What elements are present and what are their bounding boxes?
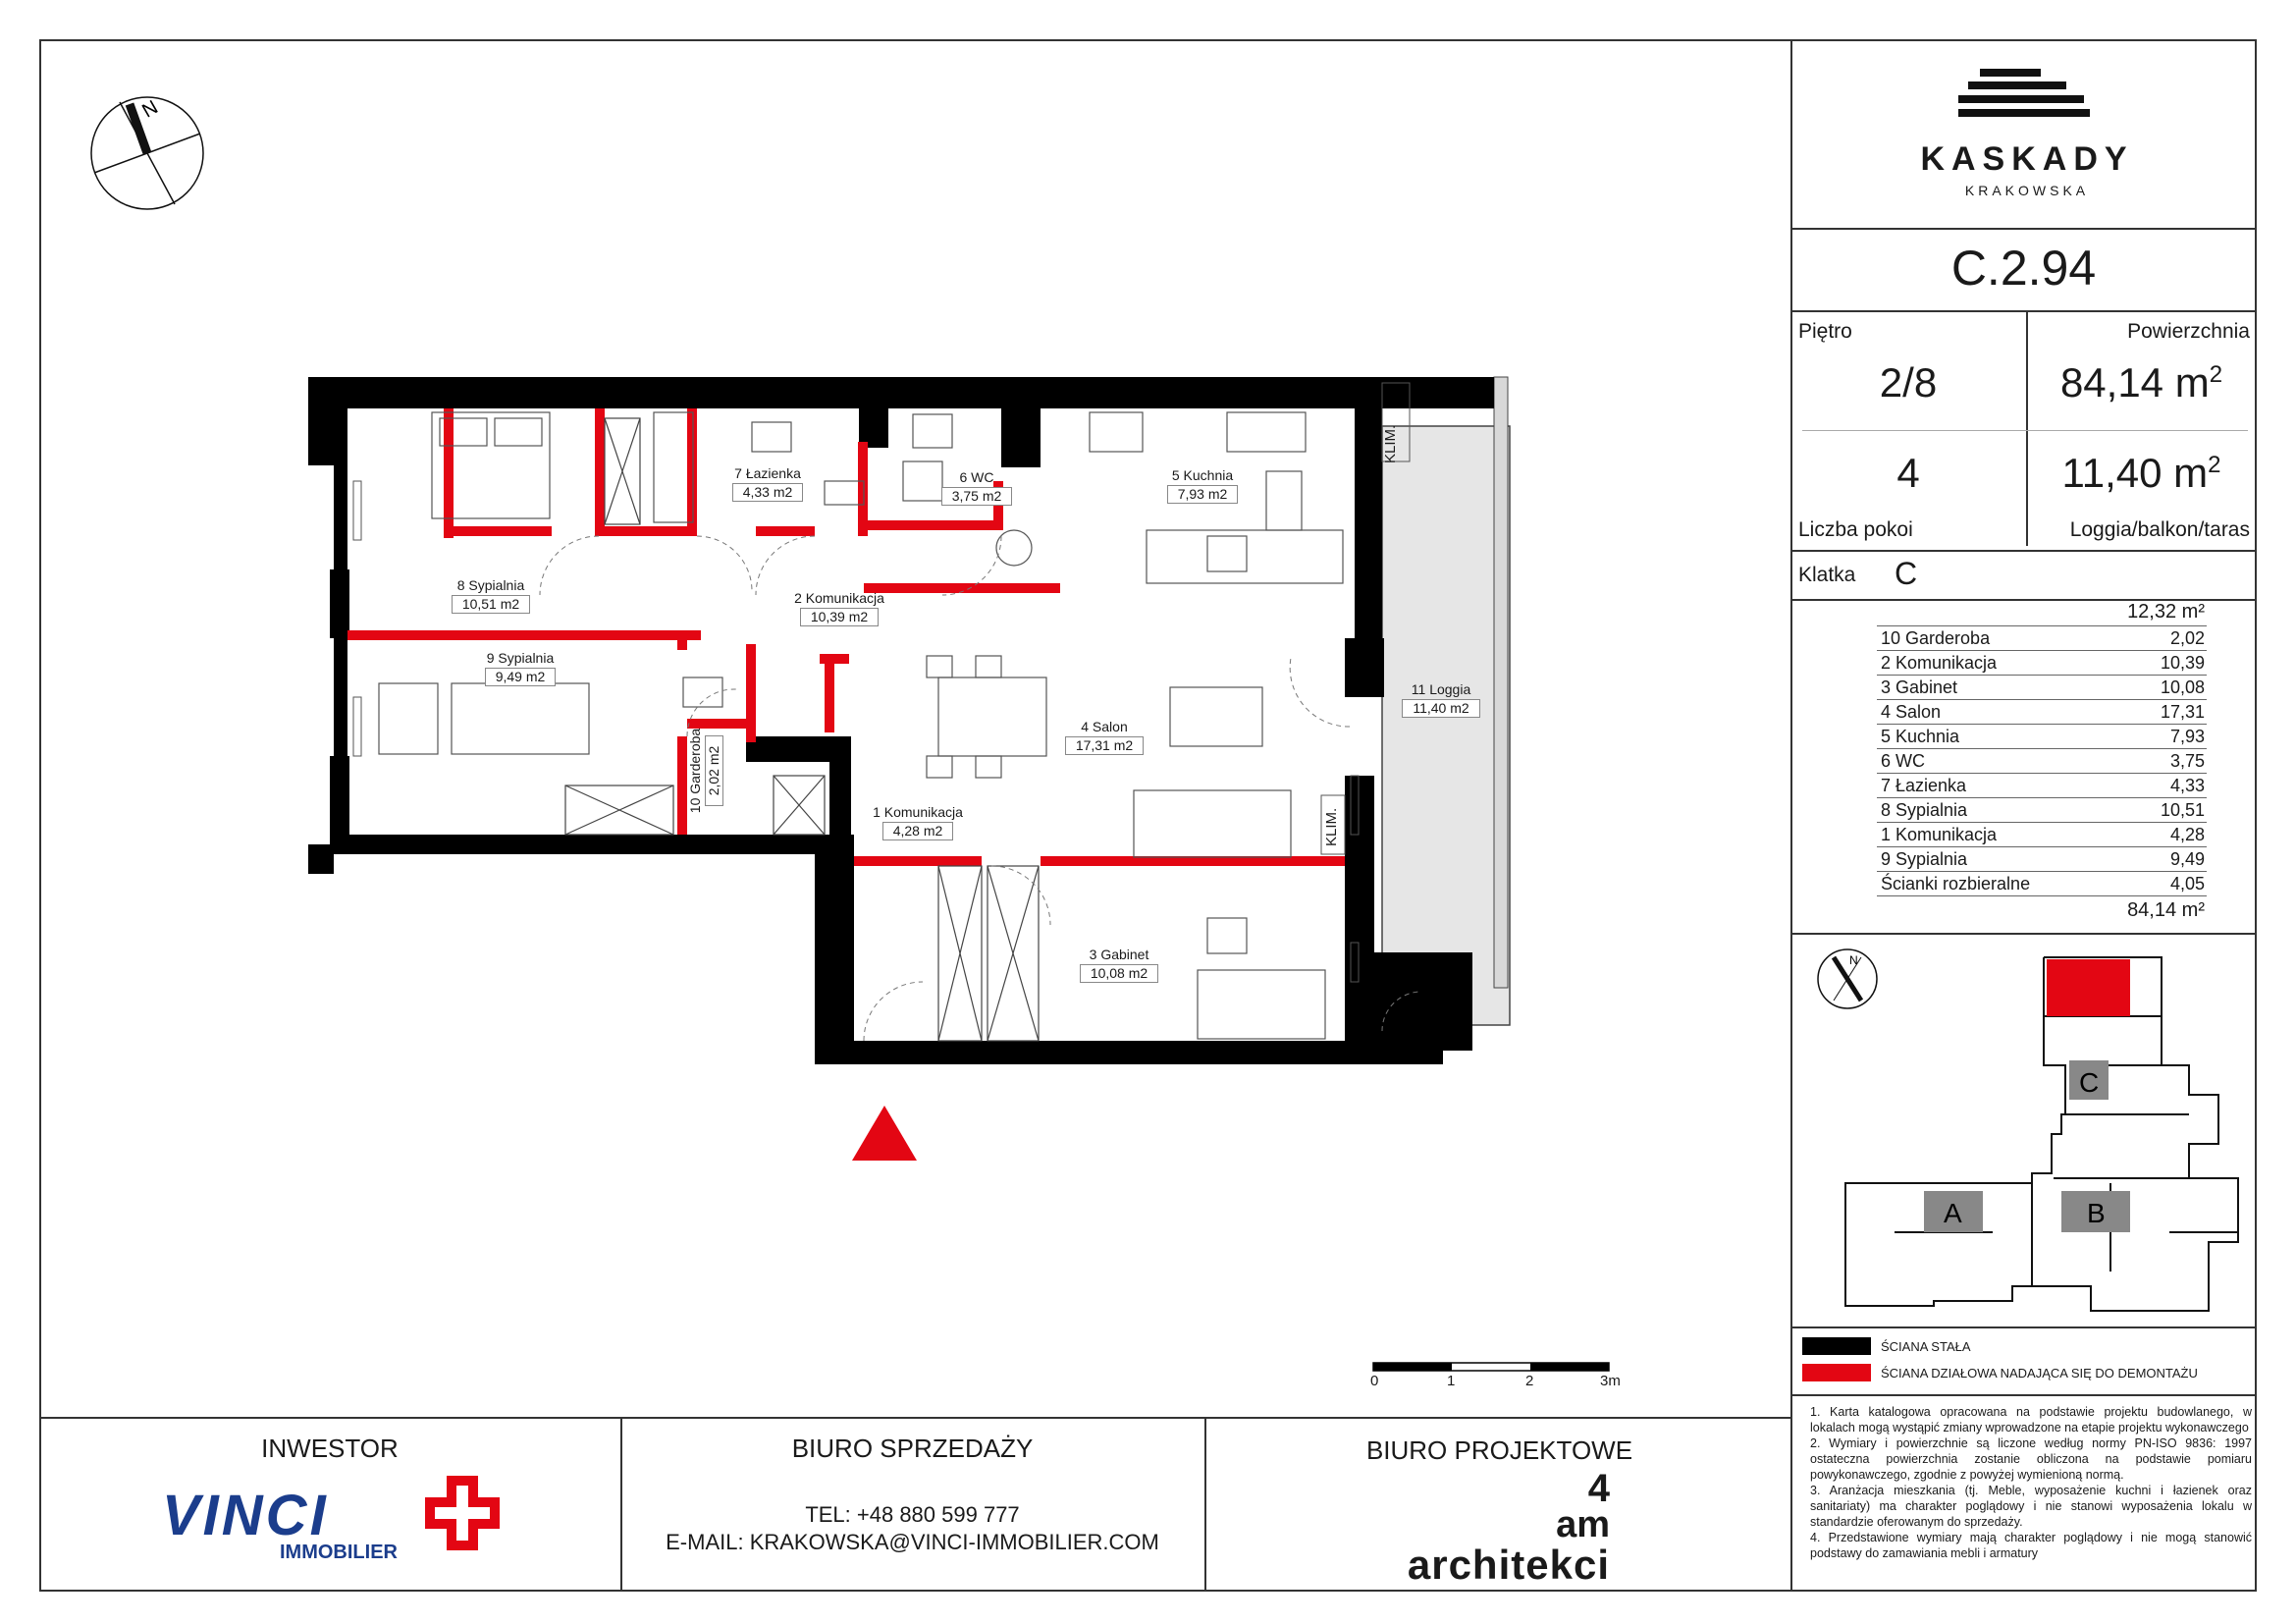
legend-removable-swatch	[1802, 1364, 1871, 1381]
table-cell-name: 6 WC	[1881, 751, 1925, 771]
footer-line	[1204, 1417, 1206, 1592]
stair-label: Klatka	[1798, 564, 1856, 586]
room-3-gabinet	[1060, 947, 1178, 983]
room-1-komunikacja	[854, 804, 982, 840]
table-row	[1877, 847, 2207, 872]
table-cell-value: 9,49	[2169, 849, 2205, 869]
room-name: 4 Salon	[1081, 719, 1128, 734]
table-cell-value: 4,28	[2169, 825, 2205, 844]
design-logo-4: 4	[1587, 1467, 1610, 1510]
table-cell-name: 1 Komunikacja	[1881, 825, 1998, 844]
room-7-lazienka	[709, 465, 827, 502]
table-cell-name: 5 Kuchnia	[1881, 727, 1960, 746]
panel-line	[1790, 550, 2257, 552]
room-name: 7 Łazienka	[734, 465, 801, 481]
room-area: 17,31 m2	[1065, 736, 1144, 755]
vinci-cross-icon	[422, 1471, 501, 1559]
table-cell-name: 7 Łazienka	[1881, 776, 1967, 795]
room-name: 6 WC	[959, 469, 994, 485]
design-label: BIURO PROJEKTOWE	[1365, 1435, 1633, 1465]
room-10-garderoba	[687, 717, 723, 825]
room-name: 8 Sypialnia	[456, 577, 525, 593]
sales-tel: TEL: +48 880 599 777	[805, 1502, 1020, 1527]
notes	[1810, 1404, 2252, 1561]
table-cell-name: 10 Garderoba	[1881, 628, 1991, 648]
table-row	[1877, 749, 2207, 774]
note-1: 1. Karta katalogowa opracowana na podstawie projektu budowlanego, w lokalach mogą wystąpić zmiany wprowadzone na etapie projektu wykonawczego	[1810, 1405, 2252, 1435]
sales-email: E-MAIL: KRAKOWSKA@VINCI-IMMOBILIER.COM	[666, 1530, 1159, 1554]
sales-label: BIURO SPRZEDAŻY	[791, 1434, 1034, 1463]
loggia-floor	[1382, 426, 1510, 1025]
area-value	[2026, 359, 2257, 406]
table-row	[1877, 651, 2207, 676]
floor-value: 2/8	[1879, 359, 1938, 406]
room-4-salon	[1050, 719, 1158, 755]
klim-label-2: KLIM.	[1323, 807, 1340, 846]
room-area: 10,51 m2	[452, 595, 530, 614]
panel-line	[1790, 1394, 2257, 1396]
table-cell-name: 3 Gabinet	[1881, 677, 1958, 697]
table-cell-value: 7,93	[2169, 727, 2205, 746]
room-name: 1 Komunikacja	[873, 804, 963, 820]
solid-walls	[308, 377, 1494, 1064]
legend-removable-label: ŚCIANA DZIAŁOWA NADAJĄCA SIĘ DO DEMONTAŻU	[1881, 1366, 2198, 1380]
table-cell-value: 10,51	[2160, 800, 2205, 820]
room-8-sypialnia	[422, 577, 560, 614]
scale-0: 0	[1370, 1373, 1379, 1389]
table-cell-value: 2,02	[2169, 628, 2205, 648]
brand-sub: KRAKOWSKA	[1964, 183, 2090, 198]
room-area: 7,93 m2	[1167, 485, 1239, 504]
room-area: 10,08 m2	[1080, 964, 1158, 983]
room-area: 3,75 m2	[941, 487, 1013, 506]
room-name: 5 Kuchnia	[1171, 467, 1234, 483]
table-cell-name: 4 Salon	[1881, 702, 1942, 722]
loggia-value-text: 11,40 m	[2061, 450, 2209, 496]
loggia-value	[2026, 450, 2257, 497]
table-footer-total: 84,14 m²	[2127, 899, 2205, 921]
panel-line	[1790, 933, 2257, 935]
table-cell-value: 10,08	[2160, 677, 2205, 697]
keyplan-north-label: N	[1849, 953, 1858, 967]
room-area: 9,49 m2	[485, 668, 557, 686]
scale-bar	[1369, 1359, 1625, 1375]
note-3: 3. Aranżacja mieszkania (tj. Meble, wyposażenie kuchni i łazienek oraz sanitariaty) ma charakter poglądowy i nie stanowi wyposażenia lokalu w standardzie oferowanym do sprzedaży.	[1810, 1484, 2252, 1529]
vinci-logo-sub: IMMOBILIER	[280, 1542, 398, 1563]
table-row	[1877, 626, 2207, 651]
table-row	[1877, 798, 2207, 823]
note-2: 2. Wymiary i powierzchnie są liczone według normy PN-ISO 9836: 1997 ostateczna powierzchnia zostanie obliczona na podstawie pomiaru powykonawczego, zgodnie z powyżej wymienioną normą.	[1810, 1436, 2252, 1482]
scale-2: 2	[1525, 1373, 1534, 1389]
table-cell-name: Ścianki rozbieralne	[1881, 874, 2031, 893]
stair-value: C	[1895, 556, 1918, 591]
panel-line	[1790, 228, 2257, 230]
panel-line	[2026, 310, 2028, 546]
keyplan-label-a: A	[1944, 1198, 1962, 1228]
loggia-label: Loggia/balkon/taras	[2069, 518, 2250, 541]
area-value-text: 84,14 m	[2059, 359, 2210, 406]
north-label: N	[138, 96, 162, 123]
key-plan	[1796, 938, 2258, 1321]
keyplan-label-c: C	[2079, 1067, 2100, 1098]
room-2-komunikacja	[775, 590, 903, 626]
vinci-logo-text: VINCI	[162, 1484, 329, 1547]
table-cell-name: 8 Sypialnia	[1881, 800, 1968, 820]
keyplan-compass-icon	[1818, 949, 1877, 1008]
table-cell-value: 4,33	[2169, 776, 2205, 795]
table-cell-value: 10,39	[2160, 653, 2205, 673]
room-area: 10,39 m2	[800, 608, 879, 626]
investor-label: INWESTOR	[261, 1434, 399, 1463]
room-area: 4,28 m2	[882, 822, 954, 840]
room-area: 11,40 m2	[1402, 699, 1479, 718]
area-sup: 2	[2209, 361, 2223, 388]
unit-code: C.2.94	[1950, 241, 2097, 296]
room-6-wc	[928, 469, 1026, 506]
panel-line	[1790, 1326, 2257, 1328]
scale-3: 3m	[1600, 1373, 1621, 1389]
room-name: 2 Komunikacja	[794, 590, 884, 606]
design-logo-architekci: architekci	[1407, 1542, 1610, 1588]
panel-line	[1790, 310, 2257, 312]
table-row	[1877, 774, 2207, 798]
kaskady-logo-icon	[1958, 69, 2096, 123]
scale-1: 1	[1447, 1373, 1456, 1389]
keyplan-label-b: B	[2087, 1198, 2106, 1228]
table-cell-value: 17,31	[2160, 702, 2205, 722]
table-cell-name: 2 Komunikacja	[1881, 653, 1998, 673]
north-compass-icon	[84, 90, 212, 218]
table-row	[1877, 872, 2207, 896]
room-11-loggia	[1392, 681, 1490, 718]
room-name: 10 Garderoba	[687, 728, 703, 814]
entrance-marker-icon	[850, 1104, 919, 1163]
table-row	[1877, 700, 2207, 725]
loggia-sup: 2	[2208, 452, 2221, 478]
footer-line	[39, 1417, 1792, 1419]
design-logo-am: am	[1556, 1504, 1610, 1545]
room-9-sypialnia	[461, 650, 579, 686]
room-name: 3 Gabinet	[1089, 947, 1149, 962]
table-cell-name: 9 Sypialnia	[1881, 849, 1968, 869]
table-header-total: 12,32 m²	[2127, 601, 2205, 623]
room-5-kuchnia	[1144, 467, 1261, 504]
table-row	[1877, 725, 2207, 749]
klim-label-1: KLIM.	[1382, 424, 1399, 463]
area-label: Powierzchnia	[2127, 320, 2250, 343]
room-name: 11 Loggia	[1411, 681, 1471, 697]
note-4: 4. Przedstawione wymiary mają charakter poglądowy i nie mogą stanowić podstawy do zamawiania mebli i armatury	[1810, 1531, 2252, 1560]
brand-name: KASKADY	[1920, 140, 2134, 178]
rooms-label: Liczba pokoi	[1798, 518, 1913, 541]
rooms-value: 4	[1896, 450, 1920, 496]
table-row	[1877, 676, 2207, 700]
room-area: 2,02 m2	[705, 735, 723, 807]
floor-label: Piętro	[1798, 320, 1852, 343]
table-row	[1877, 823, 2207, 847]
legend-solid-swatch	[1802, 1337, 1871, 1355]
room-area: 4,33 m2	[732, 483, 804, 502]
table-cell-value: 4,05	[2169, 874, 2205, 893]
room-name: 9 Sypialnia	[486, 650, 555, 666]
table-cell-value: 3,75	[2169, 751, 2205, 771]
panel-line	[1802, 430, 2248, 431]
legend-solid-label: ŚCIANA STAŁA	[1881, 1339, 1971, 1354]
keyplan-unit-highlight	[2047, 959, 2130, 1016]
